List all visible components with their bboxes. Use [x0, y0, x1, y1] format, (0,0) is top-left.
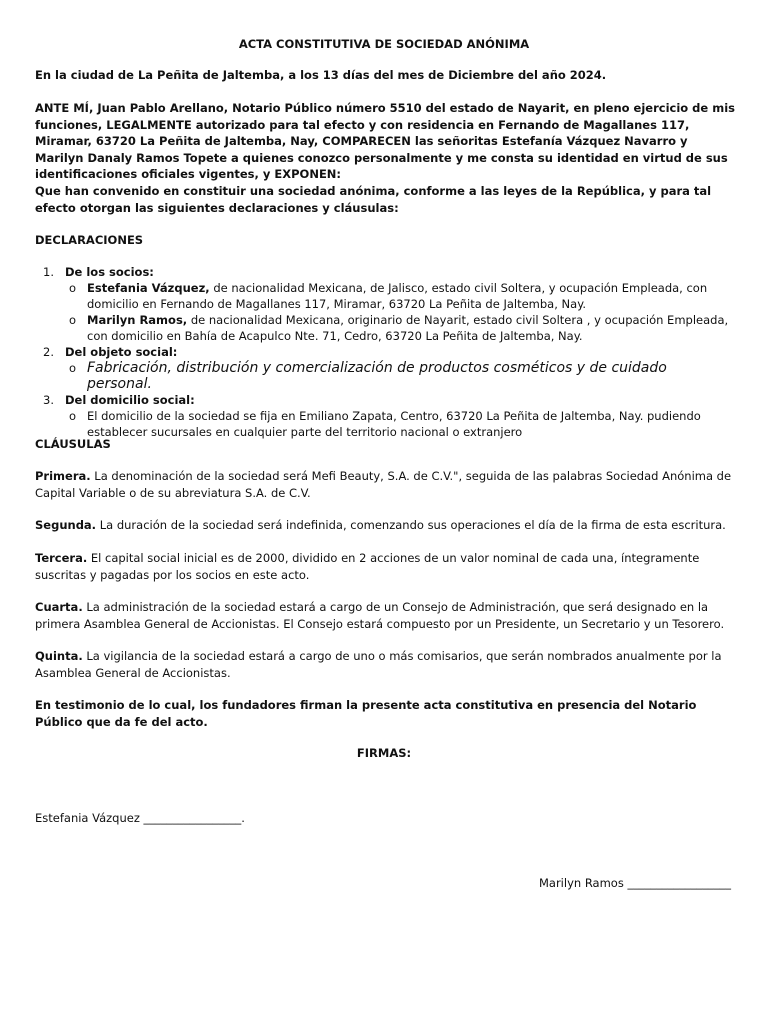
bullet-marker: o [69, 409, 77, 423]
clausula-text: La administración de la sociedad estará a cargo de un Consejo de Administración, que será designado en la primera Asamblea General de Accionistas. El Consejo estará compuesto por un Presidente, un Secretario y un Tesorero. [35, 600, 725, 631]
clausula-segunda [35, 517, 735, 534]
list-number: 2. [43, 345, 54, 359]
clausula-quinta [35, 648, 735, 681]
clausula-text: La denominación de la sociedad será Mefi Beauty, S.A. de C.V.", seguida de las palabras Sociedad Anónima de Capital Variable o de su abreviatura S.A. de C.V. [35, 469, 732, 500]
clausula-primera [35, 468, 735, 501]
clausula-label: Cuarta. [35, 600, 83, 614]
clausula-text: La duración de la sociedad será indefinida, comenzando sus operaciones el día de la firma de esta escritura. [96, 518, 726, 532]
objeto-list [65, 360, 735, 392]
list-number: 1. [43, 265, 54, 279]
socio-item [65, 312, 735, 344]
firmas-heading: FIRMAS: [356, 746, 412, 760]
clausula-text: La vigilancia de la sociedad estará a cargo de uno o más comisarios, que serán nombrados anualmente por la Asamblea General de Accionistas. [35, 649, 722, 680]
domicilio-text: El domicilio de la sociedad se fija en Emiliano Zapata, Centro, 63720 La Peñita de Jaltemba, Nay. pudiendo establecer sucursales en cualquier parte del territorio nacional o extranjero [87, 409, 701, 439]
clausula-label: Tercera. [35, 551, 88, 565]
socio-item [65, 280, 735, 312]
testimonio-paragraph: En testimonio de lo cual, los fundadores firman la presente acta constitutiva en presencia del Notario Público que da fe del acto. [35, 698, 697, 729]
document-title: ACTA CONSTITUTIVA DE SOCIEDAD ANÓNIMA [238, 37, 530, 51]
declaracion-label: De los socios: [65, 265, 154, 279]
objeto-social-text: Fabricación, distribución y comercialización de productos cosméticos y de cuidado personal. [87, 360, 667, 392]
clausula-cuarta [35, 599, 735, 632]
declaracion-label: Del objeto social: [65, 345, 178, 359]
objeto-item [65, 360, 735, 392]
bullet-marker: o [69, 281, 77, 295]
declaraciones-heading: DECLARACIONES [35, 233, 144, 247]
declaracion-item [35, 344, 735, 392]
socio-details: de nacionalidad Mexicana, de Jalisco, estado civil Soltera, y ocupación Empleada, con domicilio en Fernando de Magallanes 117, Miramar, 63720 La Peñita de Jaltemba, Nay. [87, 281, 708, 311]
socios-list [65, 280, 735, 344]
clausula-tercera [35, 550, 735, 583]
ante-mi-paragraph: ANTE MÍ, Juan Pablo Arellano, Notario Público número 5510 del estado de Nayarit, en pleno ejercicio de mis funciones, LEGALMENTE autorizado para tal efecto y con residencia en Fernando de Magallanes 117, Miramar, 63720 La Peñita de Jaltemba, Nay, COMPARECEN las señoritas Estefanía Vázquez Navarro y Marilyn Danaly Ramos Topete a quienes conozco personalmente y me consta su identidad en virtud de sus identificaciones oficiales vigentes, y EXPONEN: [35, 101, 735, 181]
clausulas-heading: CLÁUSULAS [35, 437, 111, 451]
socio-name: Estefania Vázquez, [87, 281, 210, 295]
clausula-label: Primera. [35, 469, 91, 483]
domicilio-item [65, 408, 735, 440]
bullet-marker: o [69, 361, 77, 375]
convenido-paragraph: Que han convenido en constituir una sociedad anónima, conforme a las leyes de la República, y para tal efecto otorgan las siguientes declaraciones y cláusulas: [35, 184, 712, 215]
signature-line-estefania: Estefania Vázquez _________________. [35, 811, 245, 825]
declaracion-label: Del domicilio social: [65, 393, 195, 407]
list-number: 3. [43, 393, 54, 407]
signature-line-marilyn: Marilyn Ramos __________________ [538, 876, 731, 890]
declaraciones-list [35, 264, 735, 440]
intro-paragraph: En la ciudad de La Peñita de Jaltemba, a los 13 días del mes de Diciembre del año 2024. [35, 68, 607, 82]
declaracion-item [35, 264, 735, 344]
domicilio-list [65, 408, 735, 440]
socio-name: Marilyn Ramos, [87, 313, 188, 327]
declaracion-item [35, 392, 735, 440]
clausula-text: El capital social inicial es de 2000, dividido en 2 acciones de un valor nominal de cada una, íntegramente suscritas y pagadas por los socios en este acto. [35, 551, 700, 582]
clausula-label: Quinta. [35, 649, 83, 663]
clausula-label: Segunda. [35, 518, 97, 532]
socio-details: de nacionalidad Mexicana, originario de Nayarit, estado civil Soltera , y ocupación Empleada, con domicilio en Bahía de Acapulco Nte. 71, Cedro, 63720 La Peñita de Jaltemba, Nay. [87, 313, 729, 343]
bullet-marker: o [69, 313, 77, 327]
